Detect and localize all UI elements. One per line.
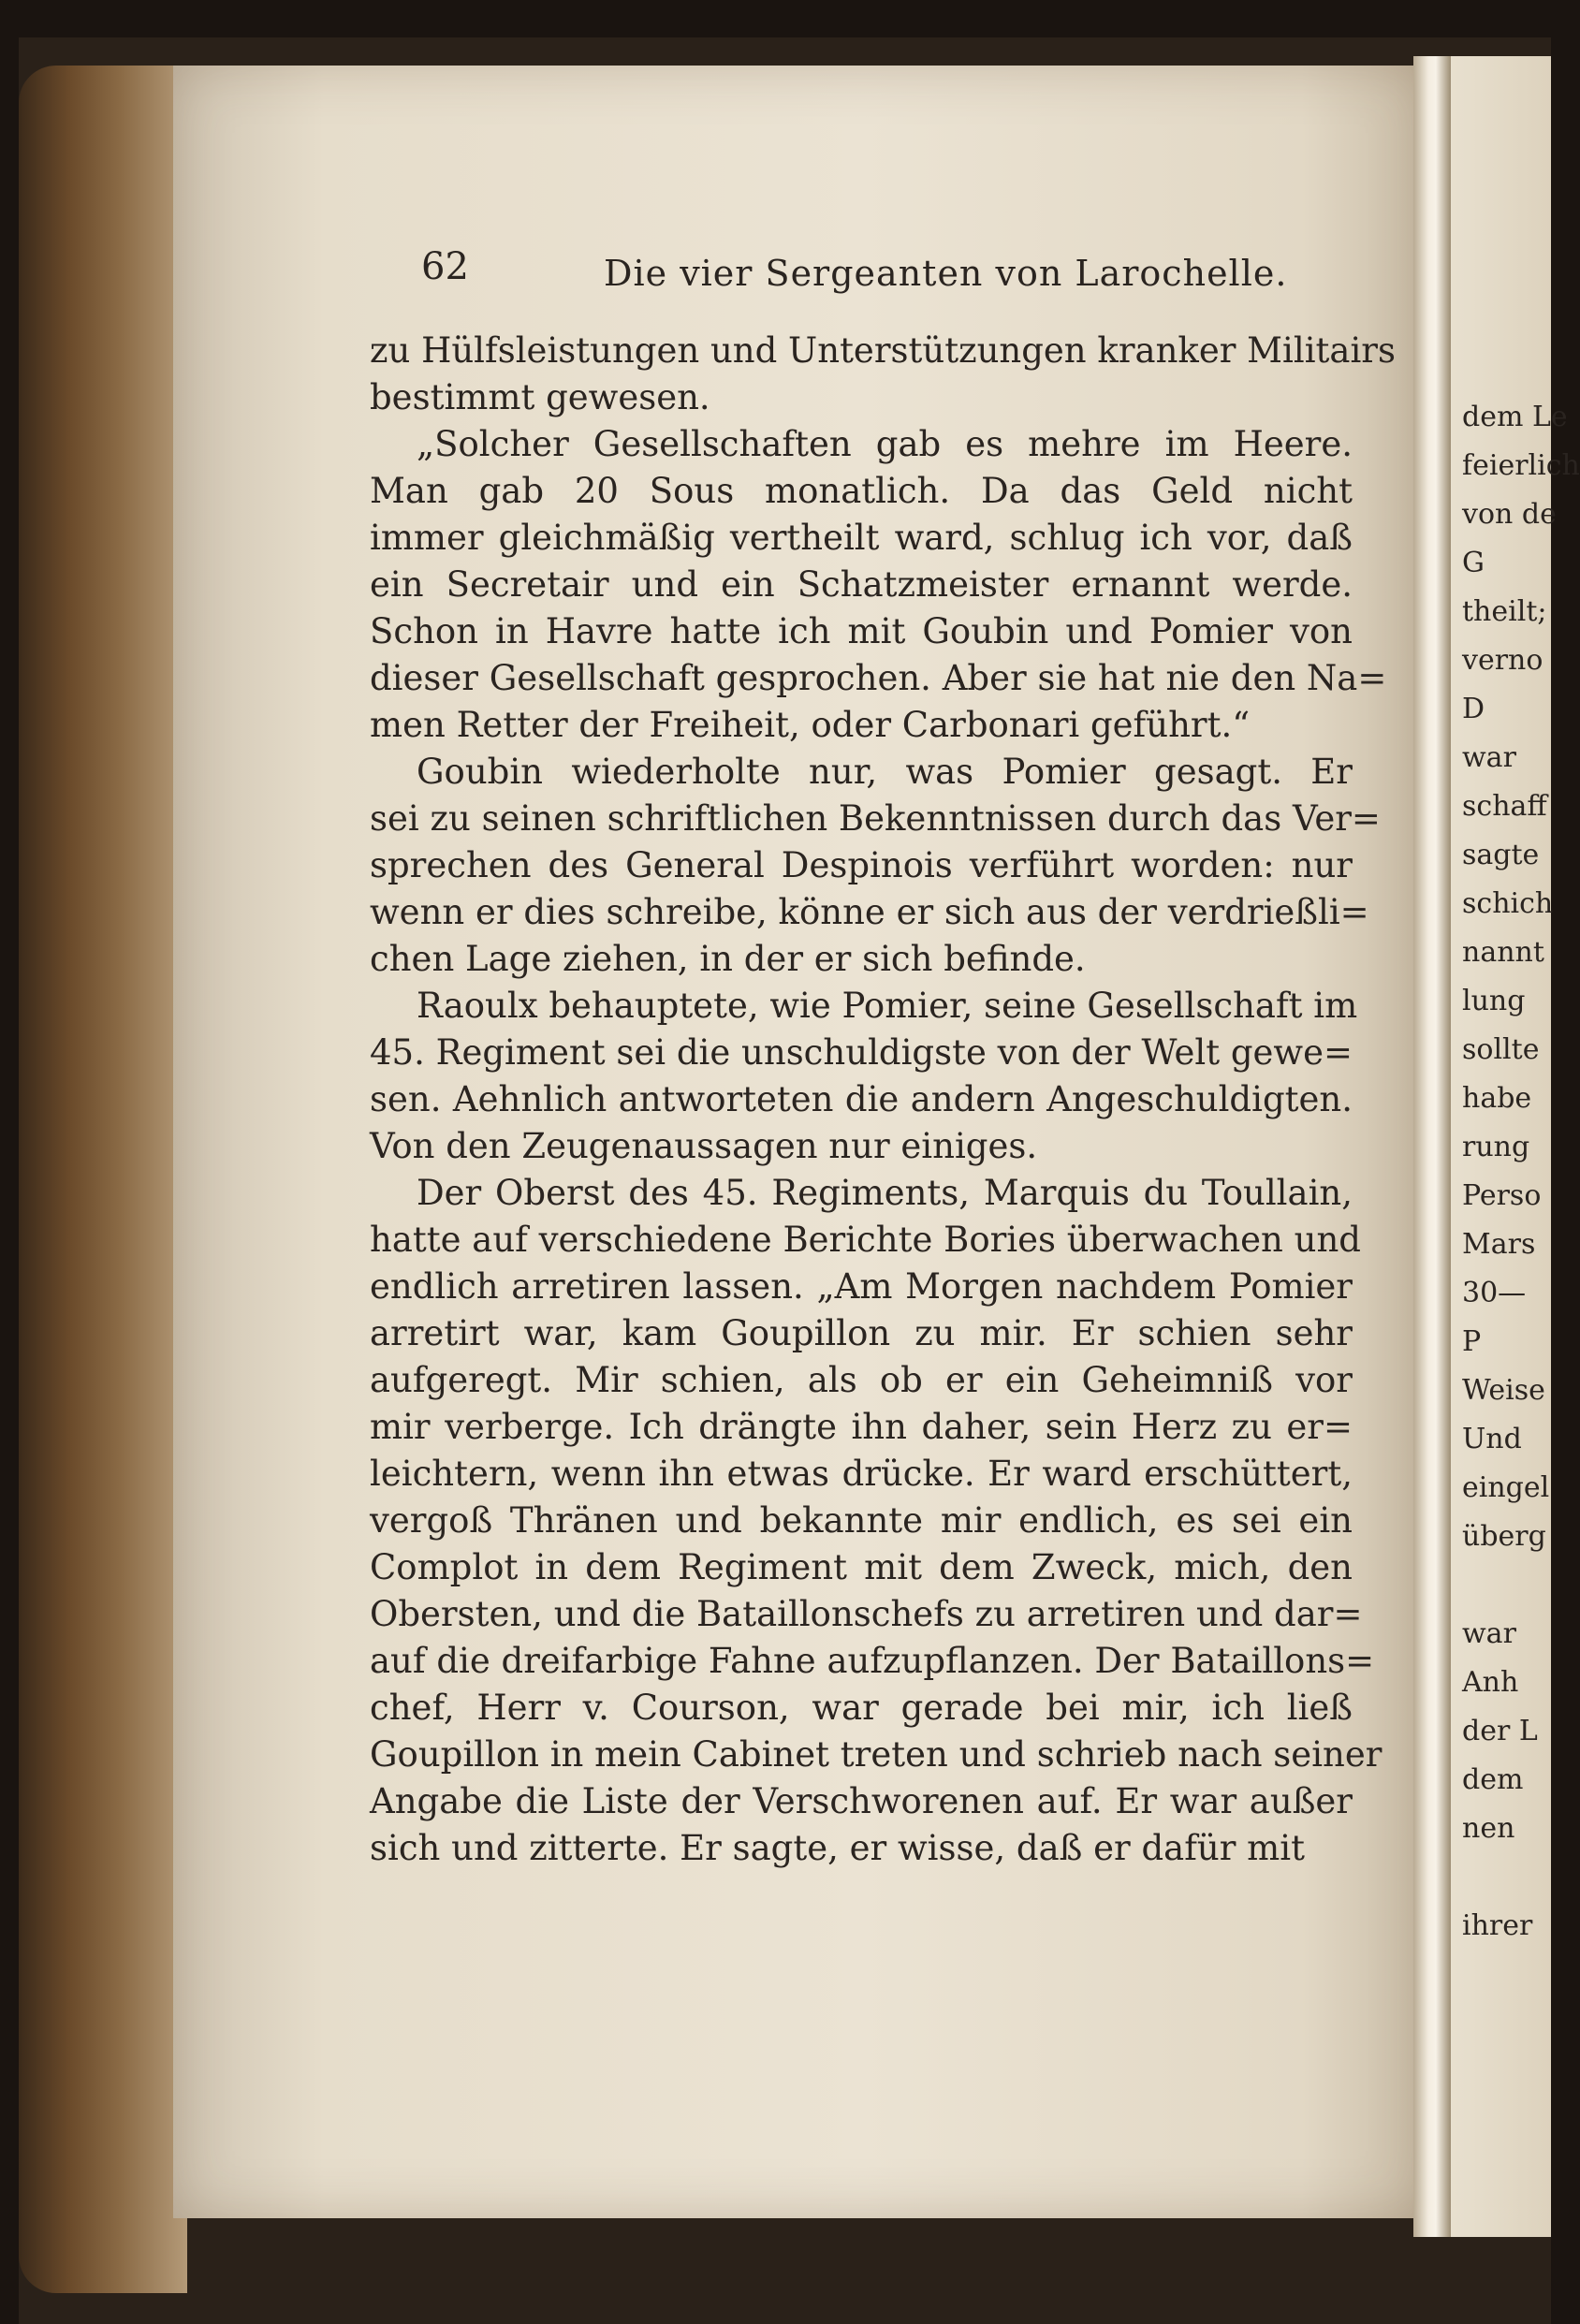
page-number: 62 <box>421 245 469 288</box>
text-line: Complot in dem Regiment mit dem Zweck, mich, den <box>370 1547 1353 1587</box>
right-page-fragment: nannt <box>1462 936 1544 969</box>
text-line: arretirt war, kam Goupillon zu mir. Er schien sehr <box>370 1313 1353 1353</box>
text-line: sei zu seinen schriftlichen Bekenntnissen durch das Ver= <box>370 798 1381 839</box>
text-line: zu Hülfsleistungen und Unterstützungen kranker Militairs <box>370 330 1396 371</box>
right-page-fragment: der L <box>1462 1715 1538 1747</box>
text-line: Angabe die Liste der Verschworenen auf. Er war außer <box>370 1781 1353 1821</box>
right-page-fragment: Weise <box>1462 1374 1545 1407</box>
text-line: mir verberge. Ich drängte ihn daher, sein Herz zu er= <box>370 1407 1353 1447</box>
text-line: wenn er dies schreibe, könne er sich aus der verdrießli= <box>370 892 1369 932</box>
right-page-fragment: von de <box>1462 498 1557 531</box>
right-page-fragment: war <box>1462 741 1516 774</box>
right-page-text <box>1462 393 1580 1951</box>
right-page-fragment: ihrer <box>1462 1909 1533 1942</box>
text-line: Schon in Havre hatte ich mit Goubin und Pomier von <box>370 611 1353 651</box>
text-line: bestimmt gewesen. <box>370 377 710 417</box>
right-page-fragment: 30— <box>1462 1277 1527 1309</box>
right-page-fragment: verno <box>1462 644 1543 677</box>
body-text <box>370 328 1396 1872</box>
text-line: ein Secretair und ein Schatzmeister ernannt werde. <box>370 564 1353 605</box>
right-page-fragment: Mars <box>1462 1228 1536 1261</box>
page-header <box>421 245 1357 301</box>
right-page-fragment: dem <box>1462 1763 1524 1796</box>
text-line: sprechen des General Despinois verführt worden: nur <box>370 845 1353 885</box>
text-line: Der Oberst des 45. Regiments, Marquis du Toullain, <box>417 1173 1353 1213</box>
right-page-fragment <box>1462 1561 1556 1610</box>
right-page-fragment: P <box>1462 1325 1482 1358</box>
text-line: men Retter der Freiheit, oder Carbonari geführt.“ <box>370 705 1251 745</box>
text-line: leichtern, wenn ihn etwas drücke. Er ward erschüttert, <box>370 1454 1353 1494</box>
right-page-fragment: überg <box>1462 1520 1546 1553</box>
right-page-fragment: schich <box>1462 887 1554 920</box>
right-page-fragment: feierlich <box>1462 449 1580 482</box>
text-line: Raoulx behauptete, wie Pomier, seine Gesellschaft im <box>417 986 1358 1026</box>
right-page-fragment: nen <box>1462 1812 1515 1845</box>
right-page-fragment: G <box>1462 547 1485 579</box>
text-line: sich und zitterte. Er sagte, er wisse, daß er dafür mit <box>370 1828 1305 1868</box>
text-line: chen Lage ziehen, in der er sich befinde. <box>370 939 1086 979</box>
text-line: dieser Gesellschaft gesprochen. Aber sie hat nie den Na= <box>370 658 1387 698</box>
text-line: endlich arretiren lassen. „Am Morgen nachdem Pomier <box>370 1266 1353 1307</box>
text-line: aufgeregt. Mir schien, als ob er ein Geheimniß vor <box>370 1360 1353 1400</box>
page-edges <box>19 66 187 2293</box>
running-head: Die vier Sergeanten von Larochelle. <box>604 253 1288 294</box>
text-line: Goubin wiederholte nur, was Pomier gesagt. Er <box>417 752 1353 792</box>
right-page-fragment: theilt; <box>1462 595 1547 628</box>
right-page-fragment: sollte <box>1462 1033 1540 1066</box>
text-line: sen. Aehnlich antworteten die andern Angeschuldigten. <box>370 1079 1353 1119</box>
text-line: Obersten, und die Bataillonschefs zu arretiren und dar= <box>370 1594 1363 1634</box>
right-page-fragment <box>1462 1853 1556 1902</box>
right-page-fragment: lung <box>1462 985 1526 1017</box>
book-gutter <box>1413 56 1451 2237</box>
text-line: „Solcher Gesellschaften gab es mehre im Heere. <box>417 424 1353 464</box>
text-line: immer gleichmäßig vertheilt ward, schlug ich vor, daß <box>370 518 1353 558</box>
text-line: Man gab 20 Sous monatlich. Da das Geld nicht <box>370 471 1353 511</box>
right-page-fragment: rung <box>1462 1131 1530 1163</box>
right-page-fragment: dem Le <box>1462 401 1568 433</box>
right-page-fragment: D <box>1462 693 1485 725</box>
text-line: auf die dreifarbige Fahne aufzupflanzen. Der Bataillons= <box>370 1641 1375 1681</box>
right-page-fragment: sagte <box>1462 839 1540 871</box>
right-page-fragment: Anh <box>1462 1666 1519 1699</box>
right-page-fragment: war <box>1462 1617 1516 1650</box>
text-line: vergoß Thränen und bekannte mir endlich, es sei ein <box>370 1500 1353 1541</box>
text-line: hatte auf verschiedene Berichte Bories überwachen und <box>370 1220 1361 1260</box>
right-page-fragment: eingel <box>1462 1471 1550 1504</box>
text-line: Von den Zeugenaussagen nur einiges. <box>370 1126 1038 1166</box>
right-page-fragment: schaff <box>1462 790 1547 823</box>
text-line: Goupillon in mein Cabinet treten und schrieb nach seiner <box>370 1734 1382 1775</box>
text-line: 45. Regiment sei die unschuldigste von der Welt gewe= <box>370 1032 1353 1073</box>
right-page-fragment: habe <box>1462 1082 1532 1115</box>
text-line: chef, Herr v. Courson, war gerade bei mir, ich ließ <box>370 1688 1353 1728</box>
right-page <box>1451 56 1580 2237</box>
right-page-fragment: Und <box>1462 1423 1522 1455</box>
right-page-fragment: Perso <box>1462 1179 1542 1212</box>
